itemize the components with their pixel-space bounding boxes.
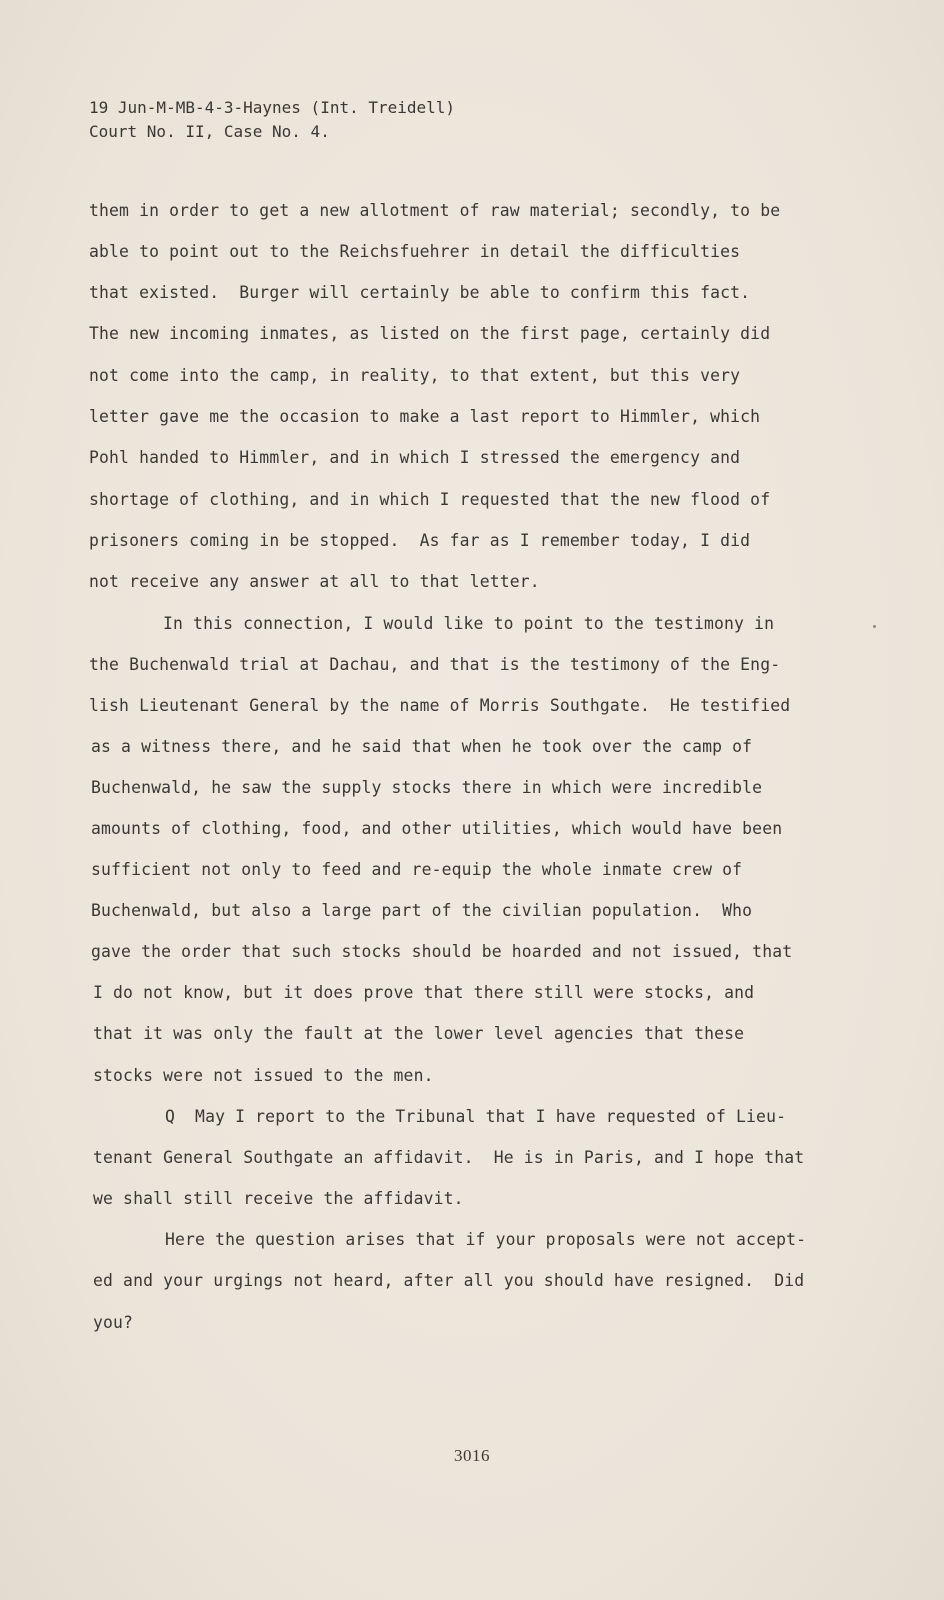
body-line: you? xyxy=(93,1313,134,1332)
body-line: sufficient not only to feed and re-equip the whole inmate crew of xyxy=(91,860,743,879)
body-line: lish Lieutenant General by the name of Morris Southgate. He testified xyxy=(89,696,791,715)
body-line: ed and your urgings not heard, after all you should have resigned. Did xyxy=(93,1271,805,1290)
body-line: I do not know, but it does prove that there still were stocks, and xyxy=(93,983,755,1002)
body-line: as a witness there, and he said that when he took over the camp of xyxy=(91,737,753,756)
body-line: amounts of clothing, food, and other utilities, which would have been xyxy=(91,819,783,838)
body-line: that existed. Burger will certainly be able to confirm this fact. xyxy=(89,283,751,302)
body-line: that it was only the fault at the lower level agencies that these xyxy=(93,1024,745,1043)
body-line: we shall still receive the affidavit. xyxy=(93,1189,464,1208)
body-line: not receive any answer at all to that letter. xyxy=(89,572,540,591)
body-line: stocks were not issued to the men. xyxy=(93,1066,434,1085)
paper-speck xyxy=(873,625,876,628)
body-line: tenant General Southgate an affidavit. He is in Paris, and I hope that xyxy=(93,1148,805,1167)
body-line: not come into the camp, in reality, to that extent, but this very xyxy=(89,366,741,385)
body-line: Pohl handed to Himmler, and in which I stressed the emergency and xyxy=(89,448,741,467)
body-line: shortage of clothing, and in which I requested that the new flood of xyxy=(89,490,771,509)
header-line-1: 19 Jun-M-MB-4-3-Haynes (Int. Treidell) xyxy=(89,98,456,117)
body-line: In this connection, I would like to point to the testimony in xyxy=(163,614,775,633)
document-header xyxy=(89,96,455,144)
body-line: able to point out to the Reichsfuehrer in detail the difficulties xyxy=(89,242,741,261)
body-line: gave the order that such stocks should be hoarded and not issued, that xyxy=(91,942,793,961)
body-line: The new incoming inmates, as listed on the first page, certainly did xyxy=(89,324,771,343)
header-line-2: Court No. II, Case No. 4. xyxy=(89,122,330,141)
body-line: the Buchenwald trial at Dachau, and that is the testimony of the Eng- xyxy=(89,655,781,674)
body-line: Buchenwald, but also a large part of the civilian population. Who xyxy=(91,901,753,920)
body-line: Q May I report to the Tribunal that I have requested of Lieu- xyxy=(165,1107,787,1126)
body-line: letter gave me the occasion to make a last report to Himmler, which xyxy=(89,407,761,426)
body-line: Here the question arises that if your proposals were not accept- xyxy=(165,1230,807,1249)
body-line: prisoners coming in be stopped. As far as I remember today, I did xyxy=(89,531,751,550)
body-line: them in order to get a new allotment of raw material; secondly, to be xyxy=(89,201,781,220)
body-line: Buchenwald, he saw the supply stocks there in which were incredible xyxy=(91,778,763,797)
page-number: 3016 xyxy=(454,1446,490,1465)
